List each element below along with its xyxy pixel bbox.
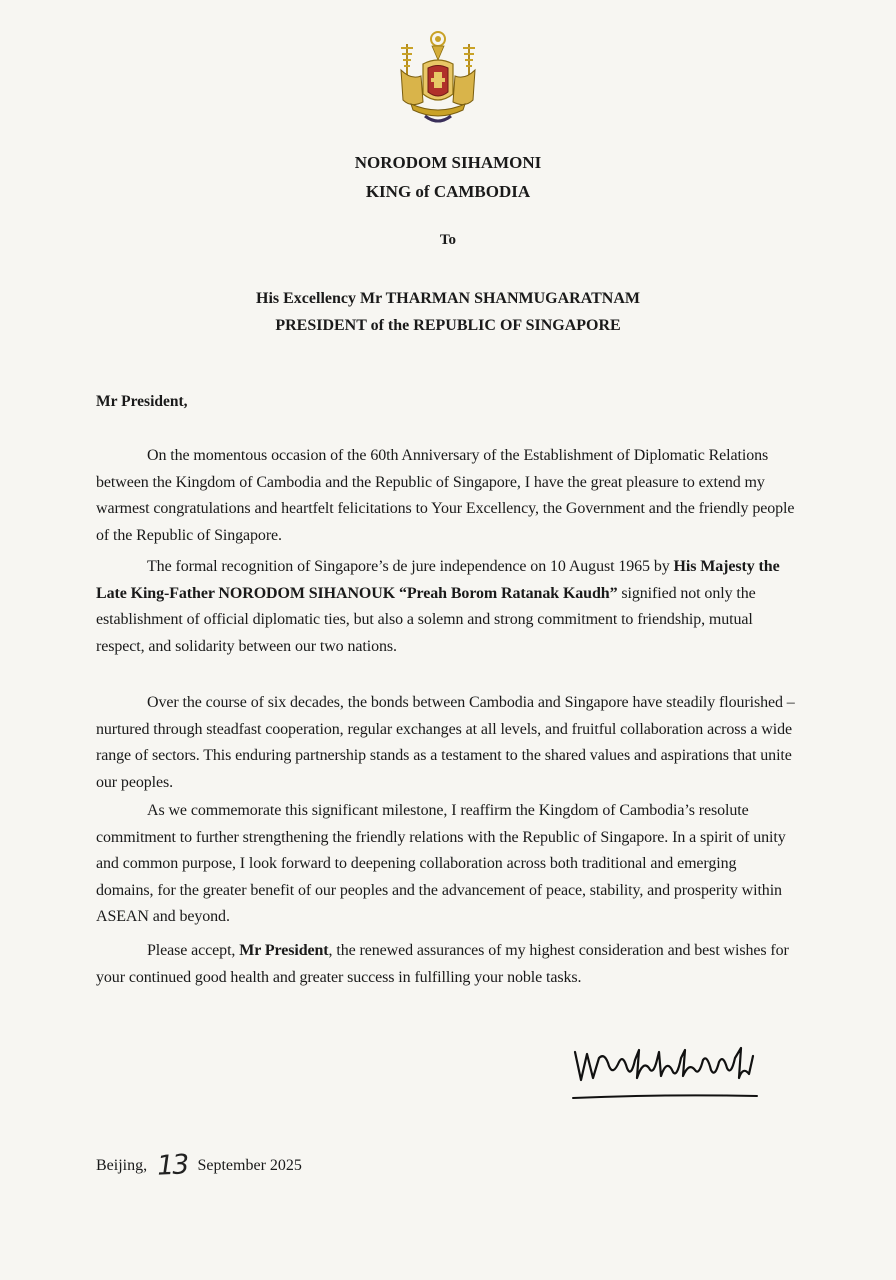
handwritten-signature: [565, 1038, 765, 1104]
salutation: Mr President,: [96, 393, 188, 410]
paragraph-4: As we commemorate this significant milestone, I reaffirm the Kingdom of Cambodia’s resolute commitment to further strengthening the friendly relations with the Republic of Singapore. In a spirit of unity and common purpose, I look forward to deepening collaboration across both traditional and emerging domains, for the greater benefit of our peoples and the advancement of peace, stability, and prosperity within ASEAN and beyond.: [96, 802, 786, 925]
recipient-block: [0, 285, 896, 339]
paragraph-5-bold: Mr President: [239, 942, 329, 959]
paragraph-3: Over the course of six decades, the bonds between Cambodia and Singapore have steadily flourished – nurtured through steadfast cooperation, regular exchanges at all levels, and fruitful collaboration across a wide range of sectors. This enduring partnership stands as a testament to the shared values and aspirations that unite our peoples.: [96, 694, 795, 791]
paragraph-2-text-start: The formal recognition of Singapore’s de jure independence on 10 August 1965 by: [147, 558, 674, 575]
to-label: To: [439, 232, 457, 248]
date-day-handwritten: 13: [156, 1149, 189, 1182]
paragraph-2-text-end: signified not only the establishment of official diplomatic ties, but also a solemn and strong commitment to friendship, mutual respect, and solidarity between our two nations.: [96, 584, 756, 655]
sender-name: NORODOM SIHAMONI: [354, 153, 542, 172]
dateline: [96, 1150, 302, 1181]
recipient-line-2: PRESIDENT of the REPUBLIC OF SINGAPORE: [275, 317, 621, 334]
sender-block: [0, 148, 896, 206]
paragraph-2-bold-name: His Majesty the Late King-Father NORODOM SIHANOUK “Preah Borom Ratanak Kaudh”: [96, 558, 780, 602]
paragraph-5-text-end: , the renewed assurances of my highest consideration and best wishes for your continued good health and greater success in fulfilling your noble tasks.: [96, 942, 789, 986]
recipient-line-1: His Excellency Mr THARMAN SHANMUGARATNAM: [256, 290, 640, 307]
paragraph-5-text-start: Please accept,: [147, 942, 240, 959]
paragraph-5: [96, 938, 796, 991]
paragraph-1: On the momentous occasion of the 60th Anniversary of the Establishment of Diplomatic Relations between the Kingdom of Cambodia and the Republic of Singapore, I have the great pleasure to extend my warmest congratulations and heartfelt felicitations to Your Excellency, the Government and the friendly people of the Republic of Singapore.: [96, 447, 795, 544]
date-place: Beijing,: [96, 1156, 148, 1174]
paragraph-2: [96, 554, 796, 660]
sender-title: KING of CAMBODIA: [365, 182, 531, 201]
date-month-year: September 2025: [197, 1156, 302, 1174]
royal-crest-icon: [393, 30, 483, 128]
